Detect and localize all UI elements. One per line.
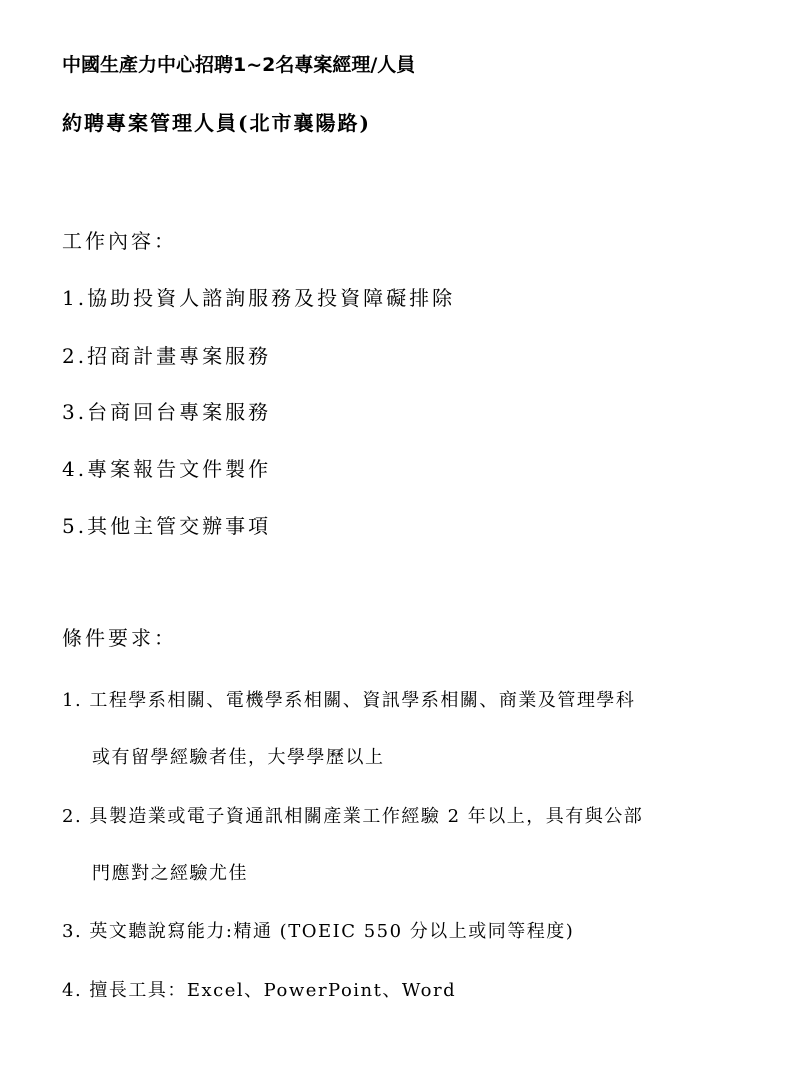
job-subtitle: 約聘專案管理人員(北市襄陽路)	[62, 111, 371, 135]
requirement-item-continuation: 門應對之經驗尤佳	[92, 863, 248, 884]
requirements-heading: 條件要求：	[62, 626, 177, 650]
requirement-item-continuation: 或有留學經驗者佳，大學學歷以上	[92, 747, 385, 768]
duties-heading: 工作內容：	[62, 229, 177, 253]
page-title: 中國生產力中心招聘1~2名專案經理/人員	[62, 54, 416, 76]
requirement-item: 4. 擅長工具：Excel、PowerPoint、Word	[62, 980, 457, 1001]
duty-item: 5.其他主管交辦事項	[62, 514, 272, 538]
duty-item: 4.專案報告文件製作	[62, 457, 272, 481]
requirement-item: 3. 英文聽說寫能力:精通 (TOEIC 550 分以上或同等程度)	[62, 921, 575, 942]
duty-item: 3.台商回台專案服務	[62, 400, 272, 424]
requirement-item: 2. 具製造業或電子資通訊相關產業工作經驗 2 年以上，具有與公部	[62, 806, 644, 827]
duty-item: 1.協助投資人諮詢服務及投資障礙排除	[62, 286, 456, 310]
duty-item: 2.招商計畫專案服務	[62, 344, 272, 368]
requirement-item: 1. 工程學系相關、電機學系相關、資訊學系相關、商業及管理學科	[62, 690, 636, 711]
